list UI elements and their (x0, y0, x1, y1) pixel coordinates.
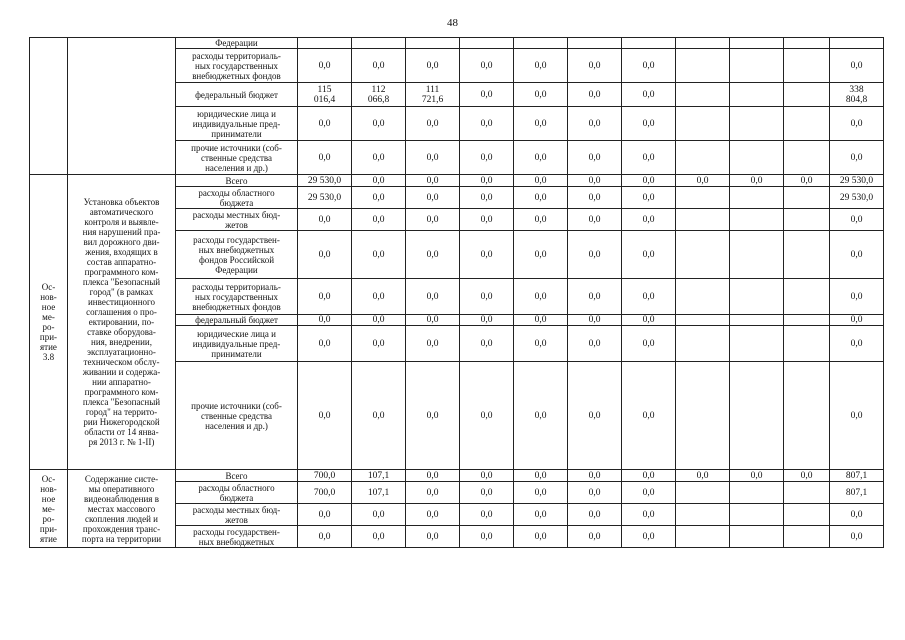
value-cell: 0,0 (622, 526, 676, 548)
value-cell (676, 504, 730, 526)
value-cell: 0,0 (830, 326, 884, 362)
value-cell: 0,0 (352, 187, 406, 209)
value-cell: 807,1 (830, 470, 884, 482)
value-cell: 0,0 (830, 526, 884, 548)
value-cell (514, 38, 568, 49)
value-cell: 0,0 (514, 175, 568, 187)
value-cell: 700,0 (298, 482, 352, 504)
value-cell: 107,1 (352, 482, 406, 504)
value-cell: 0,0 (460, 209, 514, 231)
value-cell: 0,0 (460, 482, 514, 504)
value-cell: 0,0 (622, 315, 676, 326)
value-cell: 0,0 (352, 315, 406, 326)
value-cell: 0,0 (406, 231, 460, 279)
value-cell: 0,0 (514, 504, 568, 526)
value-cell (730, 38, 784, 49)
value-cell: 0,0 (460, 231, 514, 279)
value-cell: 0,0 (514, 83, 568, 107)
value-cell: 0,0 (830, 504, 884, 526)
value-cell (298, 38, 352, 49)
value-cell: 0,0 (830, 231, 884, 279)
table-row (30, 38, 884, 49)
value-cell (730, 362, 784, 470)
value-cell: 0,0 (514, 526, 568, 548)
value-cell: 0,0 (406, 279, 460, 315)
value-cell: 0,0 (784, 470, 830, 482)
value-cell: 0,0 (622, 107, 676, 141)
value-cell: 807,1 (830, 482, 884, 504)
value-cell: 0,0 (830, 49, 884, 83)
value-cell: 0,0 (568, 362, 622, 470)
value-cell (784, 141, 830, 175)
value-cell (460, 38, 514, 49)
value-cell: 0,0 (568, 482, 622, 504)
value-cell: 0,0 (622, 326, 676, 362)
value-cell: 0,0 (568, 209, 622, 231)
value-cell: 0,0 (514, 107, 568, 141)
value-cell: 0,0 (622, 231, 676, 279)
value-cell: 0,0 (460, 141, 514, 175)
value-cell: 29 530,0 (298, 175, 352, 187)
event-code-cell: Ос- нов- ное ме- ро- при- ятие (30, 470, 68, 548)
value-cell (784, 38, 830, 49)
value-cell (730, 83, 784, 107)
funding-source-cell: Всего (176, 175, 298, 187)
value-cell (784, 482, 830, 504)
value-cell: 0,0 (676, 470, 730, 482)
value-cell: 0,0 (514, 279, 568, 315)
value-cell: 0,0 (352, 209, 406, 231)
value-cell (784, 315, 830, 326)
funding-source-cell: расходы местных бюд- жетов (176, 504, 298, 526)
value-cell: 0,0 (730, 470, 784, 482)
value-cell (730, 231, 784, 279)
value-cell (784, 49, 830, 83)
value-cell: 700,0 (298, 470, 352, 482)
value-cell: 0,0 (460, 470, 514, 482)
funding-source-cell: федеральный бюджет (176, 315, 298, 326)
value-cell: 0,0 (568, 504, 622, 526)
value-cell: 0,0 (406, 526, 460, 548)
value-cell (676, 141, 730, 175)
value-cell (784, 107, 830, 141)
value-cell (784, 326, 830, 362)
value-cell (784, 231, 830, 279)
value-cell: 111 721,6 (406, 83, 460, 107)
value-cell: 0,0 (568, 49, 622, 83)
event-code-cell (30, 38, 68, 175)
value-cell: 0,0 (514, 315, 568, 326)
value-cell (730, 315, 784, 326)
value-cell (730, 187, 784, 209)
value-cell: 0,0 (568, 279, 622, 315)
value-cell: 0,0 (460, 83, 514, 107)
value-cell (784, 209, 830, 231)
value-cell: 0,0 (460, 526, 514, 548)
value-cell: 0,0 (568, 141, 622, 175)
value-cell (830, 38, 884, 49)
funding-source-cell: расходы областного бюджета (176, 187, 298, 209)
value-cell: 0,0 (406, 504, 460, 526)
value-cell: 0,0 (622, 482, 676, 504)
value-cell: 338 804,8 (830, 83, 884, 107)
value-cell: 0,0 (514, 231, 568, 279)
value-cell: 0,0 (352, 231, 406, 279)
event-description-cell: Установка объектов автоматического контроля и выявле- ния нарушений пра- вил дорожного дви- жения, входящих в состав аппаратно- программного ком- плекса "Безопасный город" (в рамках инвестиционного соглашения о про- ектировании, по- ставке оборудова- ния, внедрении, эксплуатационно- техническом обслу- живании и содержа- нии аппаратно- программного ком- плекса "Безопасный город" на террито- рии Нижегородской области от 14 янва- ря 2013 г. № 1-II) (68, 175, 176, 470)
value-cell: 0,0 (514, 362, 568, 470)
value-cell: 0,0 (352, 504, 406, 526)
value-cell: 0,0 (406, 175, 460, 187)
value-cell: 0,0 (830, 209, 884, 231)
value-cell (406, 38, 460, 49)
value-cell: 0,0 (406, 141, 460, 175)
value-cell (676, 526, 730, 548)
value-cell: 0,0 (352, 526, 406, 548)
value-cell: 0,0 (622, 504, 676, 526)
value-cell (730, 107, 784, 141)
value-cell (676, 209, 730, 231)
funding-source-cell: расходы областного бюджета (176, 482, 298, 504)
page-number: 48 (447, 17, 458, 29)
value-cell: 0,0 (568, 526, 622, 548)
value-cell: 0,0 (568, 231, 622, 279)
value-cell (676, 187, 730, 209)
value-cell (784, 362, 830, 470)
value-cell: 0,0 (298, 326, 352, 362)
value-cell: 0,0 (784, 175, 830, 187)
value-cell (730, 504, 784, 526)
value-cell: 0,0 (460, 504, 514, 526)
value-cell: 0,0 (514, 482, 568, 504)
value-cell: 0,0 (514, 141, 568, 175)
value-cell (676, 482, 730, 504)
value-cell: 0,0 (352, 175, 406, 187)
value-cell (730, 279, 784, 315)
value-cell (784, 187, 830, 209)
value-cell: 0,0 (298, 526, 352, 548)
value-cell (784, 504, 830, 526)
value-cell (676, 49, 730, 83)
value-cell: 0,0 (298, 49, 352, 83)
value-cell: 0,0 (406, 107, 460, 141)
value-cell: 0,0 (460, 326, 514, 362)
value-cell: 0,0 (568, 470, 622, 482)
value-cell: 0,0 (830, 107, 884, 141)
value-cell (622, 38, 676, 49)
funding-source-cell: расходы местных бюд- жетов (176, 209, 298, 231)
value-cell (730, 141, 784, 175)
value-cell: 0,0 (514, 470, 568, 482)
value-cell (730, 49, 784, 83)
event-description-cell: Содержание систе- мы оперативного видеонаблюдения в местах массового скопления людей и прохождения транс- порта на территории (68, 470, 176, 548)
value-cell: 0,0 (406, 482, 460, 504)
value-cell: 0,0 (460, 187, 514, 209)
value-cell: 0,0 (568, 326, 622, 362)
value-cell: 0,0 (298, 141, 352, 175)
value-cell: 0,0 (352, 107, 406, 141)
value-cell: 0,0 (622, 209, 676, 231)
value-cell: 29 530,0 (830, 175, 884, 187)
value-cell (784, 279, 830, 315)
value-cell: 0,0 (406, 315, 460, 326)
value-cell: 0,0 (460, 107, 514, 141)
value-cell: 0,0 (406, 326, 460, 362)
value-cell: 0,0 (298, 315, 352, 326)
value-cell (676, 315, 730, 326)
funding-source-cell: расходы государствен- ных внебюджетных фондов Российской Федерации (176, 231, 298, 279)
value-cell: 0,0 (406, 209, 460, 231)
value-cell: 112 066,8 (352, 83, 406, 107)
value-cell (676, 279, 730, 315)
value-cell: 0,0 (830, 279, 884, 315)
value-cell (676, 83, 730, 107)
table-row (30, 175, 884, 187)
value-cell: 0,0 (406, 49, 460, 83)
value-cell: 0,0 (622, 362, 676, 470)
value-cell: 0,0 (830, 362, 884, 470)
value-cell: 29 530,0 (298, 187, 352, 209)
value-cell (568, 38, 622, 49)
table-row (30, 470, 884, 482)
value-cell (676, 38, 730, 49)
value-cell: 0,0 (352, 49, 406, 83)
value-cell: 0,0 (352, 141, 406, 175)
value-cell: 0,0 (298, 362, 352, 470)
value-cell: 0,0 (622, 470, 676, 482)
value-cell (352, 38, 406, 49)
value-cell: 0,0 (352, 326, 406, 362)
funding-source-cell: федеральный бюджет (176, 83, 298, 107)
event-code-cell: Ос- нов- ное ме- ро- при- ятие 3.8 (30, 175, 68, 470)
value-cell: 0,0 (568, 187, 622, 209)
funding-source-cell: расходы государствен- ных внебюджетных (176, 526, 298, 548)
funding-source-cell: прочие источники (соб- ственные средства населения и др.) (176, 362, 298, 470)
value-cell: 0,0 (514, 187, 568, 209)
value-cell: 0,0 (406, 187, 460, 209)
value-cell: 0,0 (298, 107, 352, 141)
value-cell: 0,0 (568, 107, 622, 141)
value-cell: 115 016,4 (298, 83, 352, 107)
funding-source-cell: Федерации (176, 38, 298, 49)
value-cell: 0,0 (514, 326, 568, 362)
funding-source-cell: расходы территориаль- ных государственных внебюджетных фондов (176, 279, 298, 315)
value-cell: 0,0 (622, 49, 676, 83)
value-cell: 0,0 (460, 362, 514, 470)
value-cell: 0,0 (298, 231, 352, 279)
value-cell: 0,0 (460, 279, 514, 315)
value-cell: 0,0 (352, 279, 406, 315)
value-cell: 0,0 (568, 315, 622, 326)
funding-source-cell: прочие источники (соб- ственные средства населения и др.) (176, 141, 298, 175)
value-cell: 0,0 (514, 209, 568, 231)
value-cell: 0,0 (622, 279, 676, 315)
value-cell (676, 231, 730, 279)
value-cell: 0,0 (622, 187, 676, 209)
value-cell: 0,0 (406, 470, 460, 482)
value-cell: 0,0 (514, 49, 568, 83)
value-cell: 0,0 (298, 504, 352, 526)
value-cell: 0,0 (830, 315, 884, 326)
value-cell (784, 526, 830, 548)
value-cell: 0,0 (568, 83, 622, 107)
value-cell (676, 362, 730, 470)
funding-source-cell: юридические лица и индивидуальные пред- приниматели (176, 107, 298, 141)
value-cell: 0,0 (406, 362, 460, 470)
value-cell: 0,0 (298, 209, 352, 231)
value-cell: 29 530,0 (830, 187, 884, 209)
value-cell (676, 107, 730, 141)
value-cell (730, 326, 784, 362)
budget-table (29, 37, 884, 548)
value-cell: 0,0 (298, 279, 352, 315)
value-cell (784, 83, 830, 107)
funding-source-cell: Всего (176, 470, 298, 482)
event-description-cell (68, 38, 176, 175)
value-cell: 0,0 (352, 362, 406, 470)
value-cell (730, 526, 784, 548)
value-cell: 0,0 (830, 141, 884, 175)
value-cell (730, 482, 784, 504)
value-cell: 0,0 (460, 315, 514, 326)
value-cell (676, 326, 730, 362)
value-cell: 0,0 (460, 175, 514, 187)
value-cell: 107,1 (352, 470, 406, 482)
value-cell: 0,0 (622, 141, 676, 175)
value-cell: 0,0 (622, 83, 676, 107)
value-cell (730, 209, 784, 231)
value-cell: 0,0 (676, 175, 730, 187)
funding-source-cell: юридические лица и индивидуальные пред- приниматели (176, 326, 298, 362)
value-cell: 0,0 (622, 175, 676, 187)
value-cell: 0,0 (568, 175, 622, 187)
value-cell: 0,0 (730, 175, 784, 187)
value-cell: 0,0 (460, 49, 514, 83)
funding-source-cell: расходы территориаль- ных государственных внебюджетных фондов (176, 49, 298, 83)
